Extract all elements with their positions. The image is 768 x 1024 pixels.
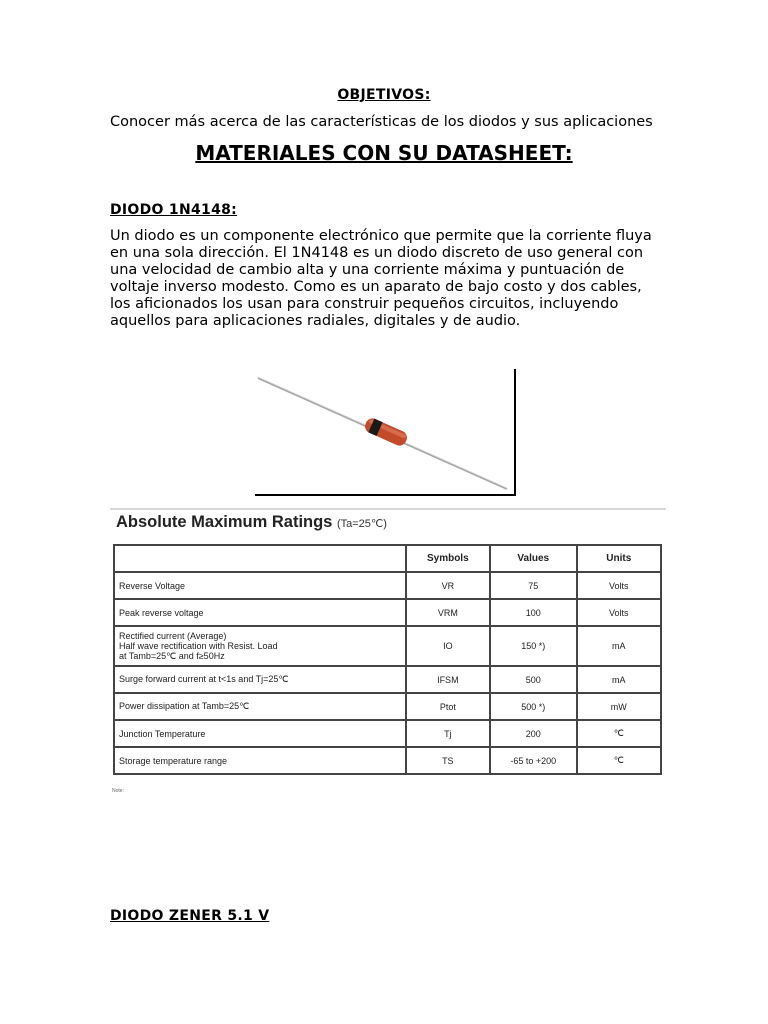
unit-cell: ℃ bbox=[577, 720, 661, 747]
header-values: Values bbox=[490, 545, 576, 572]
parameter-cell: Rectified current (Average) Half wave rectification with Resist. Load at Tamb=25℃ and f≥50Hz bbox=[114, 626, 406, 666]
unit-cell: mW bbox=[577, 693, 661, 720]
table-row bbox=[114, 693, 661, 720]
ratings-title-text: Absolute Maximum Ratings bbox=[116, 513, 333, 531]
table-row bbox=[114, 599, 661, 626]
symbol-cell: Ptot bbox=[406, 693, 490, 720]
ratings-header-row bbox=[114, 545, 661, 572]
parameter-cell: Surge forward current at t<1s and Tj=25℃ bbox=[114, 666, 406, 693]
symbol-cell: Tj bbox=[406, 720, 490, 747]
value-cell: 150 *) bbox=[490, 626, 576, 666]
ratings-title bbox=[116, 513, 387, 532]
diodo-1n4148-paragraph: Un diodo es un componente electrónico que permite que la corriente fluya en una sola dirección. El 1N4148 es un diodo discreto de uso general con una velocidad de cambio alta y una corriente máxima y puntuación de voltaje inverso modesto. Como es un aparato de bajo costo y dos cables, los aficionados los usan para construir pequeños circuitos, incluyendo aquellos para aplicaciones radiales, digitales y de audio. bbox=[110, 228, 652, 329]
absolute-maximum-ratings bbox=[110, 508, 666, 793]
table-row bbox=[114, 720, 661, 747]
header-symbols: Symbols bbox=[406, 545, 490, 572]
table-row bbox=[114, 626, 661, 666]
parameter-cell: Peak reverse voltage bbox=[114, 599, 406, 626]
objetivos-heading: OBJETIVOS: bbox=[337, 87, 431, 103]
value-cell: 75 bbox=[490, 572, 576, 599]
value-cell: 500 *) bbox=[490, 693, 576, 720]
value-cell: 200 bbox=[490, 720, 576, 747]
value-cell: 500 bbox=[490, 666, 576, 693]
unit-cell: Volts bbox=[577, 599, 661, 626]
header-units: Units bbox=[577, 545, 661, 572]
value-cell: -65 to +200 bbox=[490, 747, 576, 774]
ratings-table bbox=[113, 544, 662, 775]
symbol-cell: IO bbox=[406, 626, 490, 666]
table-row bbox=[114, 572, 661, 599]
header-parameter bbox=[114, 545, 406, 572]
ratings-condition: (Ta=25℃) bbox=[336, 518, 387, 530]
unit-cell: Volts bbox=[577, 572, 661, 599]
diodo-zener-heading: DIODO ZENER 5.1 V bbox=[110, 908, 270, 924]
symbol-cell: IFSM bbox=[406, 666, 490, 693]
diode-photo bbox=[255, 368, 517, 496]
parameter-cell: Junction Temperature bbox=[114, 720, 406, 747]
table-row bbox=[114, 747, 661, 774]
symbol-cell: TS bbox=[406, 747, 490, 774]
table-row bbox=[114, 666, 661, 693]
parameter-cell: Power dissipation at Tamb=25℃ bbox=[114, 693, 406, 720]
materiales-heading: MATERIALES CON SU DATASHEET: bbox=[195, 141, 573, 165]
unit-cell: mA bbox=[577, 626, 661, 666]
diodo-1n4148-heading: DIODO 1N4148: bbox=[110, 202, 238, 218]
symbol-cell: VRM bbox=[406, 599, 490, 626]
value-cell: 100 bbox=[490, 599, 576, 626]
unit-cell: ℃ bbox=[577, 747, 661, 774]
parameter-cell: Storage temperature range bbox=[114, 747, 406, 774]
parameter-cell: Reverse Voltage bbox=[114, 572, 406, 599]
symbol-cell: VR bbox=[406, 572, 490, 599]
unit-cell: mA bbox=[577, 666, 661, 693]
ratings-footnote: Note: bbox=[112, 788, 124, 794]
objetivos-text: Conocer más acerca de las características de los diodos y sus aplicaciones bbox=[110, 114, 653, 130]
ratings-top-border bbox=[110, 508, 666, 510]
